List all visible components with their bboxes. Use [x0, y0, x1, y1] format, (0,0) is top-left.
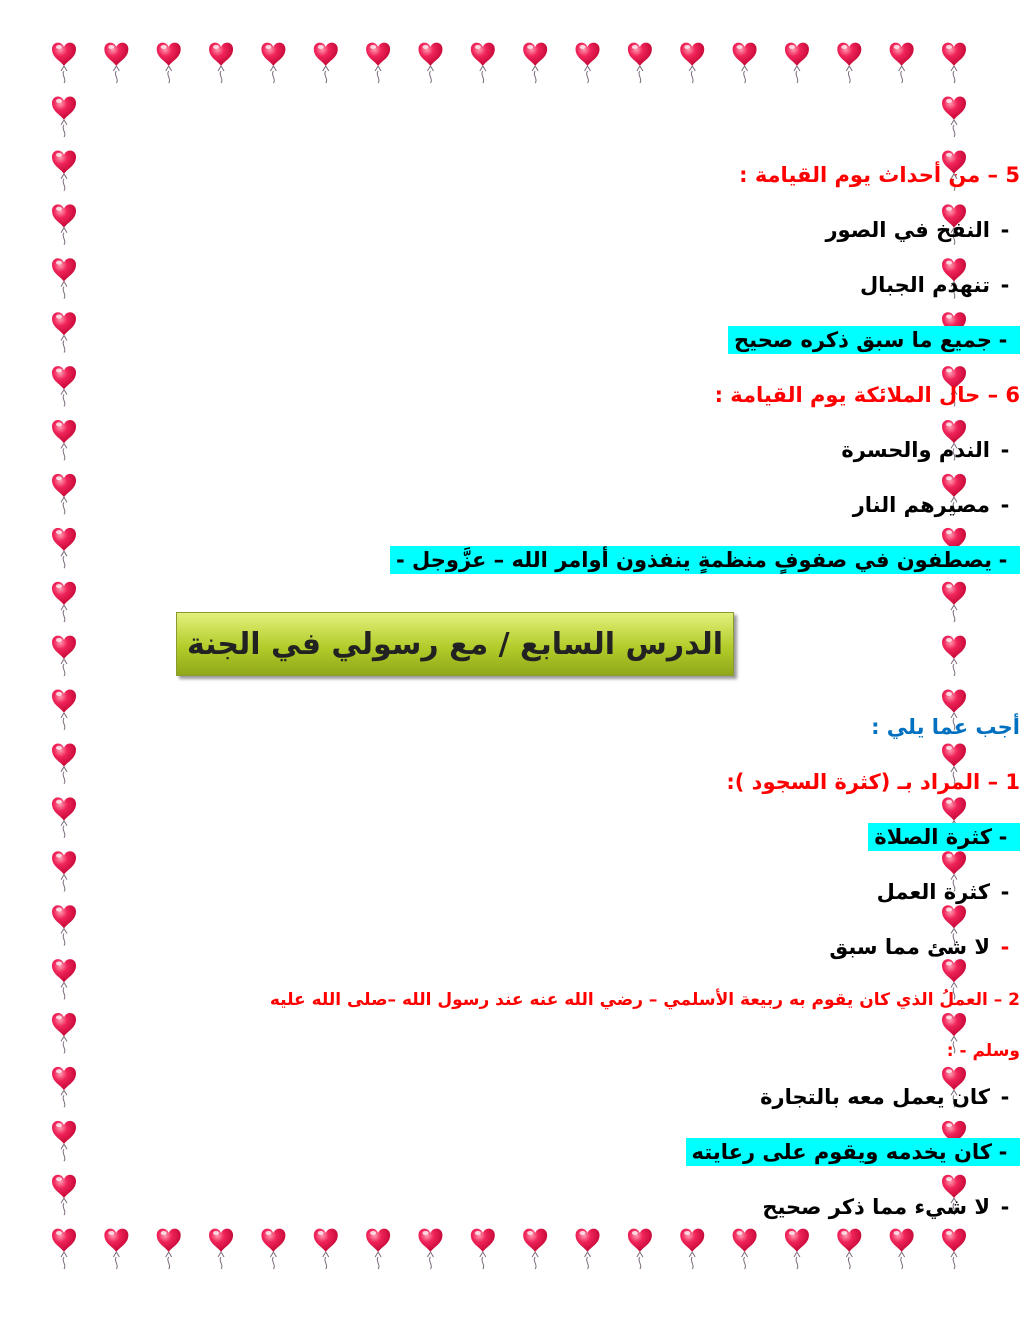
- q6-option-2[interactable]: -مصيرهم النار: [90, 490, 1020, 520]
- heart-balloon-icon: [209, 43, 233, 83]
- heart-balloon-icon: [52, 420, 76, 460]
- dash: -: [998, 328, 1008, 352]
- heart-balloon-icon: [523, 1229, 547, 1269]
- heart-balloon-icon: [785, 1229, 809, 1269]
- dash: -: [998, 825, 1008, 849]
- dash: -: [1000, 273, 1010, 297]
- heart-balloon-icon: [52, 43, 76, 83]
- heart-balloon-icon: [628, 43, 652, 83]
- dash: -: [1000, 1085, 1010, 1109]
- heart-balloon-icon: [52, 636, 76, 676]
- q5-option-2[interactable]: -تنهدم الجبال: [90, 270, 1020, 300]
- heart-balloon-icon: [942, 582, 966, 622]
- heart-balloon-icon: [52, 905, 76, 945]
- heart-balloon-icon: [52, 150, 76, 190]
- l7q2-option-3[interactable]: -لا شيء مما ذكر صحيح: [90, 1192, 1020, 1222]
- q6-option-1[interactable]: -الندم والحسرة: [90, 435, 1020, 465]
- dash: -: [998, 548, 1008, 572]
- heart-balloon-icon: [680, 43, 704, 83]
- heart-balloon-icon: [471, 43, 495, 83]
- heart-balloon-icon: [366, 1229, 390, 1269]
- l7q1-option-3[interactable]: -لا شئ مما سبق: [90, 932, 1020, 962]
- l7q1-option-2[interactable]: -كثرة العمل: [90, 877, 1020, 907]
- heart-balloon-icon: [890, 1229, 914, 1269]
- heart-balloon-icon: [366, 43, 390, 83]
- heart-balloon-icon: [104, 1229, 128, 1269]
- heart-balloon-icon: [52, 1067, 76, 1107]
- l7q2-option-2-answer[interactable]: -كان يخدمه ويقوم على رعايته: [108, 1137, 1020, 1167]
- heart-balloon-icon: [314, 1229, 338, 1269]
- heart-balloon-icon: [576, 43, 600, 83]
- heart-balloon-icon: [209, 1229, 233, 1269]
- question-6-title: 6 – حال الملائكة يوم القيامة :: [714, 383, 1020, 407]
- heart-balloon-icon: [261, 43, 285, 83]
- heart-balloon-icon: [52, 474, 76, 514]
- heart-balloon-icon: [52, 690, 76, 730]
- heart-balloon-icon: [52, 1229, 76, 1269]
- l7-question-2-title-line2: وسلم - :: [946, 1041, 1020, 1061]
- heart-balloon-icon: [104, 43, 128, 83]
- lesson-title-banner: [176, 612, 734, 676]
- heart-balloon-icon: [942, 43, 966, 83]
- lesson-title: الدرس السابع / مع رسولي في الجنة: [186, 626, 724, 662]
- dash: -: [1000, 438, 1010, 462]
- dash: -: [1000, 880, 1010, 904]
- heart-balloon-icon: [733, 43, 757, 83]
- heart-balloon-icon: [523, 43, 547, 83]
- heart-balloon-icon: [837, 1229, 861, 1269]
- heart-balloon-icon: [52, 743, 76, 783]
- heart-balloon-icon: [471, 1229, 495, 1269]
- heart-balloon-icon: [52, 1121, 76, 1161]
- heart-balloon-icon: [576, 1229, 600, 1269]
- l7-question-1-title: 1 – المراد بـ (كثرة السجود ):: [726, 770, 1020, 794]
- question-5-title: 5 – من أحداث يوم القيامة :: [739, 163, 1020, 187]
- heart-balloon-icon: [418, 1229, 442, 1269]
- heart-balloon-icon: [52, 797, 76, 837]
- heart-balloon-icon: [52, 204, 76, 244]
- heart-balloon-icon: [680, 1229, 704, 1269]
- heart-balloon-icon: [314, 43, 338, 83]
- dash: -: [1000, 493, 1010, 517]
- dash: -: [1000, 935, 1010, 959]
- l7-question-2-title-line1: 2 – العملُ الذي كان يقوم به ربيعة الأسلمي – رضي الله عنه عند رسول الله –صلى الله عليه: [269, 990, 1020, 1010]
- heart-balloon-icon: [52, 258, 76, 298]
- l7q1-option-1-answer[interactable]: -كثرة الصلاة: [108, 822, 1020, 852]
- heart-balloon-icon: [837, 43, 861, 83]
- dash: -: [998, 1140, 1008, 1164]
- heart-balloon-icon: [733, 1229, 757, 1269]
- heart-balloon-icon: [942, 636, 966, 676]
- q5-option-3-answer[interactable]: -جميع ما سبق ذكره صحيح: [108, 325, 1020, 355]
- heart-balloon-icon: [628, 1229, 652, 1269]
- heart-balloon-icon: [52, 582, 76, 622]
- heart-balloon-icon: [942, 1229, 966, 1269]
- heart-balloon-icon: [52, 1175, 76, 1215]
- heart-balloon-icon: [52, 528, 76, 568]
- heart-balloon-icon: [52, 97, 76, 137]
- heart-balloon-icon: [52, 312, 76, 352]
- heart-balloon-icon: [418, 43, 442, 83]
- q5-option-1[interactable]: -النفخ في الصور: [90, 215, 1020, 245]
- heart-balloon-icon: [890, 43, 914, 83]
- heart-balloon-icon: [52, 851, 76, 891]
- heart-balloon-icon: [157, 43, 181, 83]
- heart-balloon-icon: [261, 1229, 285, 1269]
- heart-balloon-icon: [942, 97, 966, 137]
- heart-balloon-icon: [157, 1229, 181, 1269]
- instructions: أجب عما يلي :: [871, 715, 1020, 739]
- heart-balloon-icon: [52, 959, 76, 999]
- heart-balloon-icon: [52, 366, 76, 406]
- dash: -: [1000, 218, 1010, 242]
- dash: -: [1000, 1195, 1010, 1219]
- heart-balloon-icon: [785, 43, 809, 83]
- l7q2-option-1[interactable]: -كان يعمل معه بالتجارة: [90, 1082, 1020, 1112]
- q6-option-3-answer[interactable]: -يصطفون في صفوفٍ منظمةٍ ينفذون أوامر الله – عزَّوجل -: [108, 545, 1020, 575]
